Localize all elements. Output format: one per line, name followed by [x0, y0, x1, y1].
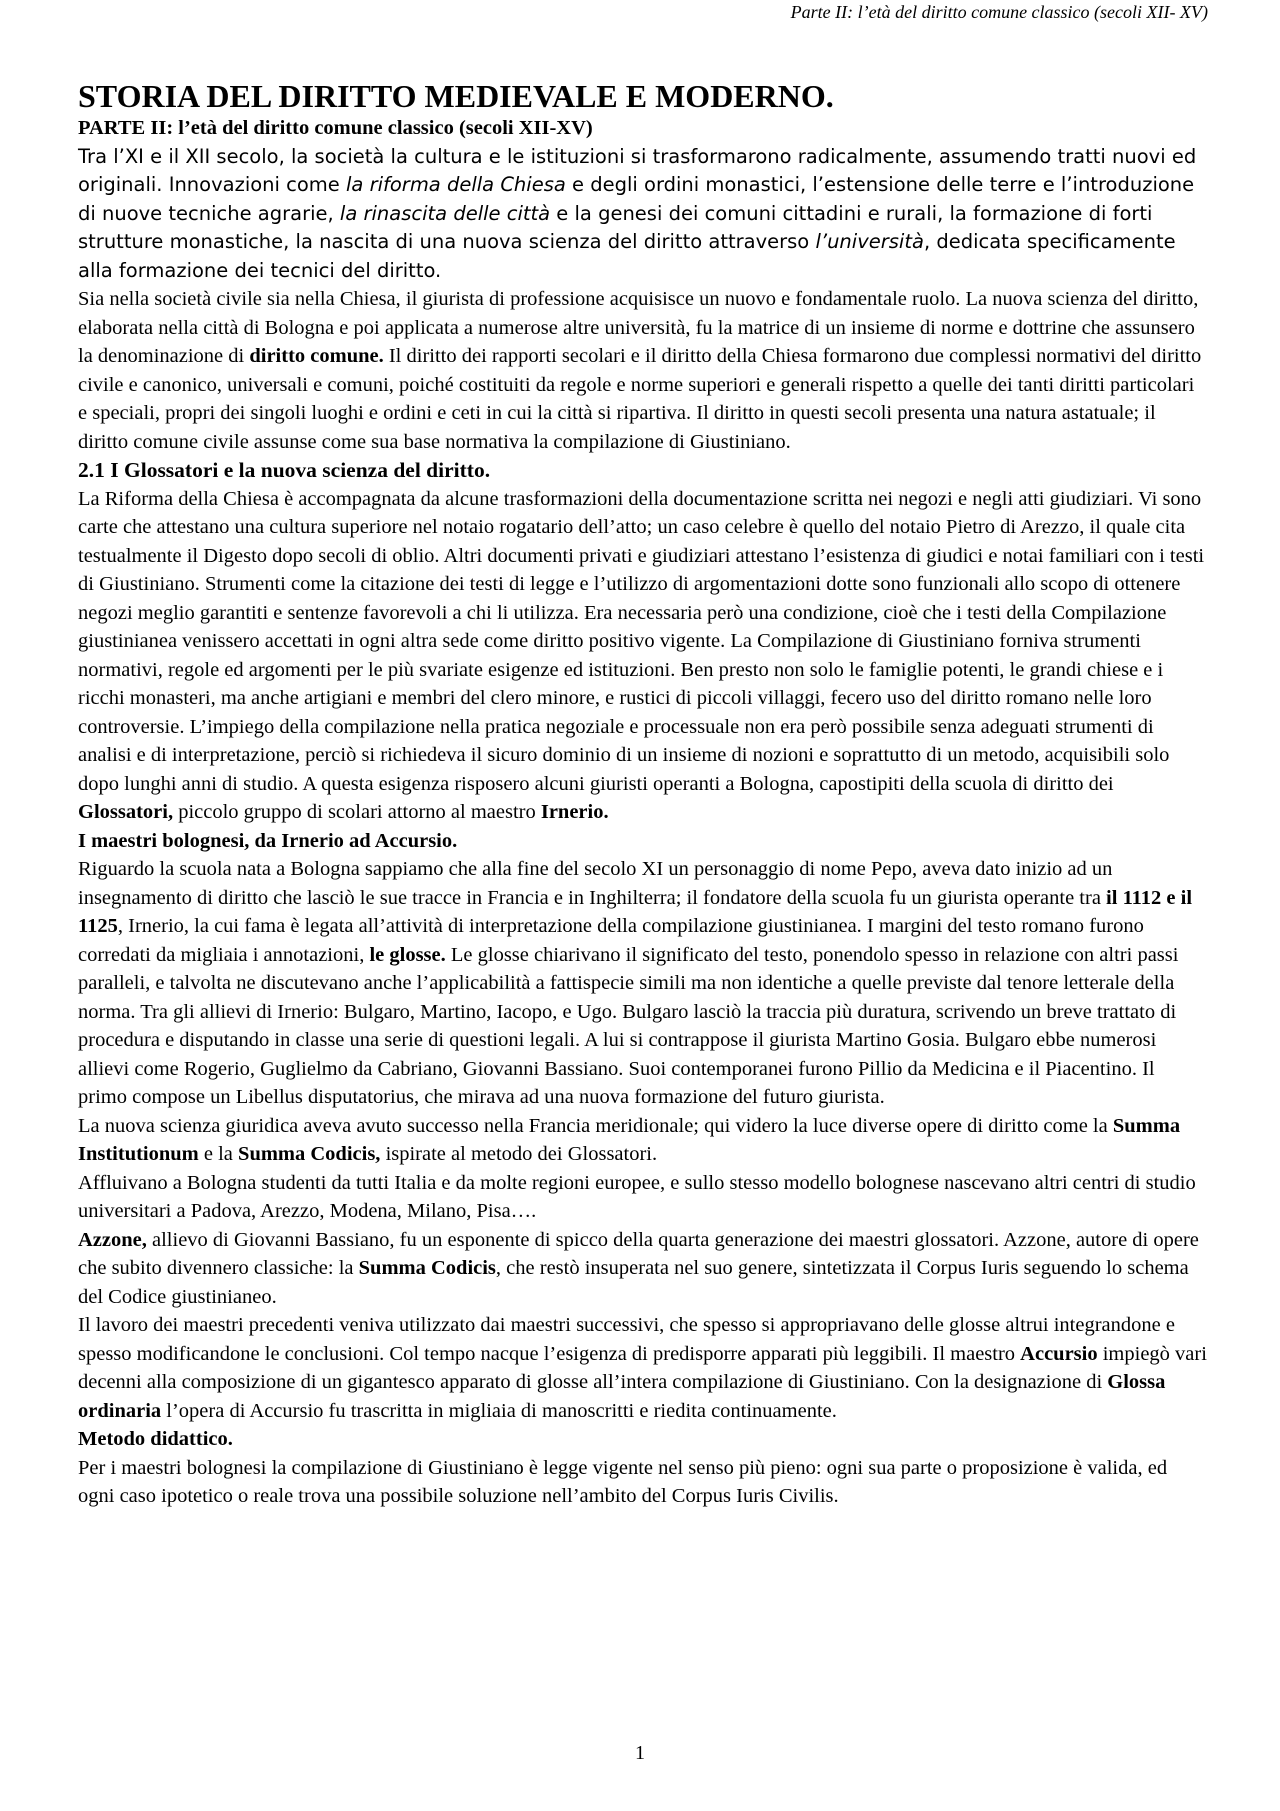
page-number: 1: [635, 1742, 645, 1764]
bold-term: Summa Institutionum: [78, 1114, 1181, 1165]
maestri-paragraph-2: [78, 1112, 1208, 1169]
section-2-1-paragraph: [78, 485, 1208, 827]
maestri-paragraph-1: [78, 855, 1208, 1112]
bold-term: Glossa ordinaria: [78, 1371, 1166, 1422]
text-run: e la: [198, 1143, 239, 1165]
bold-term: Azzone,: [78, 1228, 147, 1251]
text-run: , dedicata specificamente alla formazione dei tecnici del diritto.: [78, 230, 1176, 282]
bold-term: Glossatori,: [78, 801, 174, 823]
text-run: piccolo gruppo di scolari attorno al maestro: [173, 801, 541, 823]
text-run: , Irnerio, la cui fama è legata all’attività di interpretazione della compilazione giustinianea. I margini del testo romano furono corredati da migliaia i annotazioni,: [78, 915, 1144, 966]
bold-term: il 1112 e il 1125: [78, 886, 1193, 937]
bold-term: diritto comune.: [249, 345, 384, 367]
text-run: Le glosse chiarivano il significato del testo, ponendolo spesso in relazione con altri passi paralleli, e talvolta ne discutevano anche l’applicabilità a fattispecie simili ma non identiche a quelle previste dal tenore letterale della norma. Tra gli allievi di Irnerio: Bulgaro, Martino, Iacopo, e Ugo. Bulgaro lasciò la traccia più duratura, scrivendo un breve trattato di procedura e disputando in classe una serie di questioni legali. A lui si contrappose il giurista Martino Gosia. Bulgaro ebbe numerosi allievi come Rogerio, Guglielmo da Cabriano, Giovanni Bassiano. Suoi contemporanei furono Pillio da Medicina e il Piacentino. Il primo compose un Libellus disputatorius, che mirava ad una nuova formazione del futuro giurista.: [78, 943, 1179, 1108]
text-run: impiegò vari decenni alla composizione di un gigantesco apparato di glosse all’intera compilazione di Giustiniano. Con la designazione di: [78, 1342, 1207, 1393]
part-heading: PARTE II: l’età del diritto comune classico (secoli XII-XV): [78, 117, 593, 139]
section-heading-metodo: Metodo didattico.: [78, 1428, 233, 1450]
intro-paragraph-2: [78, 285, 1208, 456]
bold-term: le glosse.: [369, 943, 446, 966]
bold-term: Summa Codicis,: [238, 1143, 381, 1165]
bold-term: Summa Codicis: [358, 1257, 496, 1279]
text-run: La nuova scienza giuridica aveva avuto successo nella Francia meridionale; qui videro la luce diverse opere di diritto come la: [78, 1114, 1113, 1137]
emphasis: la riforma della Chiesa: [346, 173, 566, 196]
text-run: Il diritto dei rapporti secolari e il diritto della Chiesa formarono due complessi normativi del diritto civile e canonico, universali e comuni, poiché costituiti da regole e norme superiori e generali rispetto a quelle dei tanti diritti particolari e speciali, propri dei singoli luoghi e ordini e ceti in cui la città si ripartiva. Il diritto in questi secoli presenta una natura astatuale; il diritto comune civile assunse come sua base normativa la compilazione di Giustiniano.: [78, 345, 1202, 453]
document-title: STORIA DEL DIRITTO MEDIEVALE E MODERNO.: [78, 78, 834, 114]
text-run: Riguardo la scuola nata a Bologna sappiamo che alla fine del secolo XI un personaggio di nome Pepo, aveva dato inizio ad un insegnamento di diritto che lasciò le sue tracce in Francia e in Inghilterra; il fondatore della scuola fu un giurista operante tra: [78, 858, 1113, 909]
text-run: , che restò insuperata nel suo genere, sintetizzata il Corpus Iuris seguendo lo schema del Codice giustinianeo.: [78, 1257, 1189, 1308]
maestri-paragraph-3: Affluivano a Bologna studenti da tutti Italia e da molte regioni europee, e sullo stesso modello bolognese nascevano altri centri di studio universitari a Padova, Arezzo, Modena, Milano, Pisa….: [78, 1171, 1196, 1222]
emphasis: l’università: [815, 230, 924, 253]
running-header: Parte II: l’età del diritto comune classico (secoli XII- XV): [790, 2, 1208, 22]
emphasis: la rinascita delle città: [339, 201, 551, 225]
maestri-paragraph-5: [78, 1311, 1208, 1425]
maestri-paragraph-4: [78, 1226, 1208, 1312]
bold-term: Accursio: [1020, 1342, 1098, 1365]
text-run: Tra l’XI e il XII secolo, la società la cultura e le istituzioni si trasformarono radicalmente, assumendo tratti nuovi ed originali. Innovazioni come: [78, 144, 1197, 196]
bold-term: Irnerio.: [540, 801, 609, 823]
text-run: La Riforma della Chiesa è accompagnata da alcune trasformazioni della documentazione scritta nei negozi e negli atti giudiziari. Vi sono carte che attestano una cultura superiore nel notaio rogatario dell’atto; un caso celebre è quello del notaio Pietro di Arezzo, il quale cita testualmente il Digesto dopo secoli di oblio. Altri documenti privati e giudiziari attestano l’esistenza di giudici e notai familiari con i testi di Giustiniano. Strumenti come la citazione dei testi di legge e l’utilizzo di argomentazioni dotte sono funzionali allo scopo di ottenere negozi meglio garantiti e sentenze favorevoli a chi li utilizza. Era necessaria però una condizione, cioè che i testi della Compilazione giustinianea venissero accettati in ogni altra sede come diritto positivo vigente. La Compilazione di Giustiniano forniva strumenti normativi, regole ed argomenti per le più svariate esigenze ed istituzioni. Ben presto non solo le famiglie potenti, le grandi chiese e i ricchi monasteri, ma anche artigiani e membri del clero minore, e rustici di piccoli villaggi, fecero uso del diritto romano nelle loro controversie. L’impiego della compilazione nella pratica negoziale e processuale non era però possibile senza adeguati strumenti di analisi e di interpretazione, perciò si richiedeva il sicuro dominio di un insieme di nozioni e soprattutto di un metodo, acquisibili solo dopo lunghi anni di studio. A questa esigenza risposero alcuni giuristi operanti a Bologna, capostipiti della scuola di diritto dei: [78, 487, 1205, 795]
section-heading-2-1: 2.1 I Glossatori e la nuova scienza del diritto.: [78, 458, 491, 482]
text-run: e la genesi dei comuni cittadini e rurali, la formazione di forti strutture monastiche, la nascita di una nuova scienza del diritto attraverso: [78, 201, 1153, 253]
text-run: Il lavoro dei maestri precedenti veniva utilizzato dai maestri successivi, che spesso si appropriavano delle glosse altrui integrandone e spesso modificandone le conclusioni. Col tempo nacque l’esigenza di predisporre apparati più leggibili. Il maestro: [78, 1314, 1175, 1365]
intro-paragraph-1: [78, 143, 1208, 286]
text-run: allievo di Giovanni Bassiano, fu un esponente di spicco della quarta generazione dei maestri glossatori. Azzone, autore di opere che subito divennero classiche: la: [78, 1228, 1199, 1279]
metodo-paragraph: Per i maestri bolognesi la compilazione di Giustiniano è legge vigente nel senso più pieno: ogni sua parte o proposizione è valida, ed ogni caso ipotetico o reale trova una possibile soluzione nell’ambito del Corpus Iuris Civilis.: [78, 1456, 1168, 1507]
text-run: ispirate al metodo dei Glossatori.: [380, 1143, 658, 1165]
document-body: [78, 78, 1208, 1511]
text-run: Sia nella società civile sia nella Chiesa, il giurista di professione acquisisce un nuovo e fondamentale ruolo. La nuova scienza del diritto, elaborata nella città di Bologna e poi applicata a numerose altre università, fu la matrice di un insieme di norme e dottrine che assunsero la denominazione di: [78, 288, 1199, 367]
text-run: l’opera di Accursio fu trascritta in migliaia di manoscritti e riedita continuamente.: [161, 1399, 837, 1422]
text-run: e degli ordini monastici, l’estensione delle terre e l’introduzione di nuove tecniche agrarie,: [78, 173, 1195, 225]
section-heading-maestri: I maestri bolognesi, da Irnerio ad Accursio.: [78, 829, 458, 852]
